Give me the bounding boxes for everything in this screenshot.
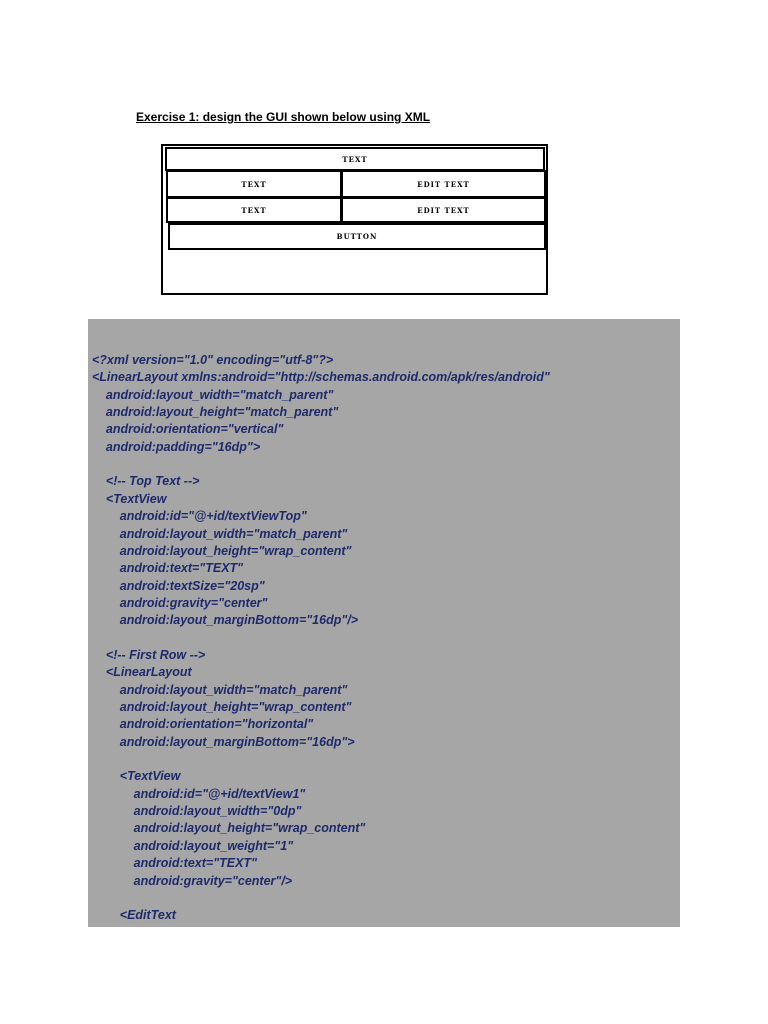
mockup-row1-edit-text: EDIT TEXT — [341, 170, 546, 198]
mockup-row1-text: TEXT — [166, 170, 342, 198]
code-line: android:layout_marginBottom="16dp"/> — [92, 613, 359, 628]
code-line: android:layout_width="match_parent" — [92, 682, 348, 697]
code-line: android:layout_height="wrap_content" — [92, 821, 366, 836]
mockup-row2-text: TEXT — [166, 197, 342, 223]
code-line: android:id="@+id/textViewTop" — [92, 509, 307, 524]
code-line: <TextView — [92, 769, 181, 784]
code-line: <!-- Top Text --> — [92, 474, 200, 489]
mockup-button: BUTTON — [168, 223, 546, 250]
exercise-heading: Exercise 1: design the GUI shown below using XML — [136, 110, 431, 124]
code-line: android:gravity="center"/> — [92, 873, 293, 888]
code-line: <TextView — [92, 491, 167, 506]
code-line: android:text="TEXT" — [92, 561, 244, 576]
code-line: android:id="@+id/textView1" — [92, 786, 306, 801]
code-line: android:orientation="horizontal" — [92, 717, 314, 732]
code-line: <LinearLayout — [92, 665, 192, 680]
code-line: <EditText — [92, 908, 176, 923]
xml-code-block — [88, 319, 680, 927]
code-line: <?xml version="1.0" encoding="utf-8"?> — [92, 353, 334, 367]
code-line: android:textSize="20sp" — [92, 578, 265, 593]
code-line: android:padding="16dp"> — [92, 439, 261, 454]
code-line: android:layout_width="0dp" — [92, 804, 302, 819]
code-line: android:layout_width="match_parent" — [92, 526, 348, 541]
code-line: android:layout_marginBottom="16dp"> — [92, 734, 355, 749]
code-line: android:layout_height="wrap_content" — [92, 543, 352, 558]
code-line: android:layout_height="wrap_content" — [92, 700, 352, 714]
gui-mockup — [161, 144, 548, 295]
code-line: android:layout_weight="1" — [92, 838, 294, 853]
code-line: android:layout_width="match_parent" — [92, 387, 334, 402]
code-line: <LinearLayout xmlns:android="http://schemas.android.com/apk/res/android" — [92, 370, 550, 385]
code-line: <!-- First Row --> — [92, 647, 206, 662]
code-line: android:gravity="center" — [92, 595, 268, 610]
code-line: android:text="TEXT" — [92, 856, 257, 871]
code-line: android:layout_height="match_parent" — [92, 405, 339, 420]
code-line: android:orientation="vertical" — [92, 422, 284, 437]
mockup-top-text: TEXT — [165, 147, 545, 171]
mockup-row2-edit-text: EDIT TEXT — [341, 197, 546, 223]
